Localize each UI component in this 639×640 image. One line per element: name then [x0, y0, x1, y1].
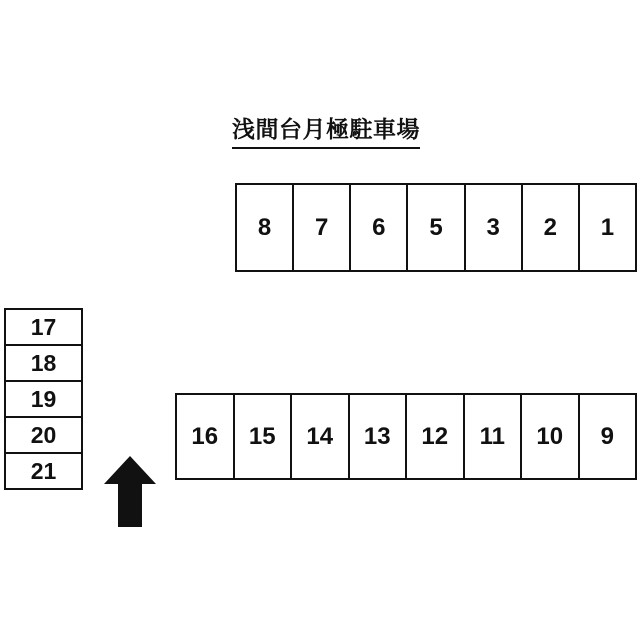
- parking-column-left: [4, 308, 83, 490]
- parking-space: 7: [292, 185, 349, 270]
- parking-space: 8: [237, 185, 292, 270]
- parking-space: 3: [464, 185, 521, 270]
- parking-space: 2: [521, 185, 578, 270]
- parking-space: 12: [405, 395, 463, 478]
- up-arrow-icon: [104, 456, 156, 527]
- parking-space: 21: [6, 452, 81, 488]
- parking-space: 15: [233, 395, 291, 478]
- lot-title: 浅間台月極駐車場: [232, 111, 420, 149]
- parking-space: 11: [463, 395, 521, 478]
- parking-space: 9: [578, 395, 636, 478]
- parking-space: 18: [6, 344, 81, 380]
- parking-space: 16: [177, 395, 233, 478]
- parking-row-top: [235, 183, 637, 272]
- parking-space: 20: [6, 416, 81, 452]
- parking-space: 1: [578, 185, 635, 270]
- parking-space: 17: [6, 310, 81, 344]
- parking-space: 5: [406, 185, 463, 270]
- parking-row-bottom: [175, 393, 637, 480]
- parking-space: 6: [349, 185, 406, 270]
- parking-space: 10: [520, 395, 578, 478]
- parking-space: 14: [290, 395, 348, 478]
- parking-space: 19: [6, 380, 81, 416]
- parking-space: 13: [348, 395, 406, 478]
